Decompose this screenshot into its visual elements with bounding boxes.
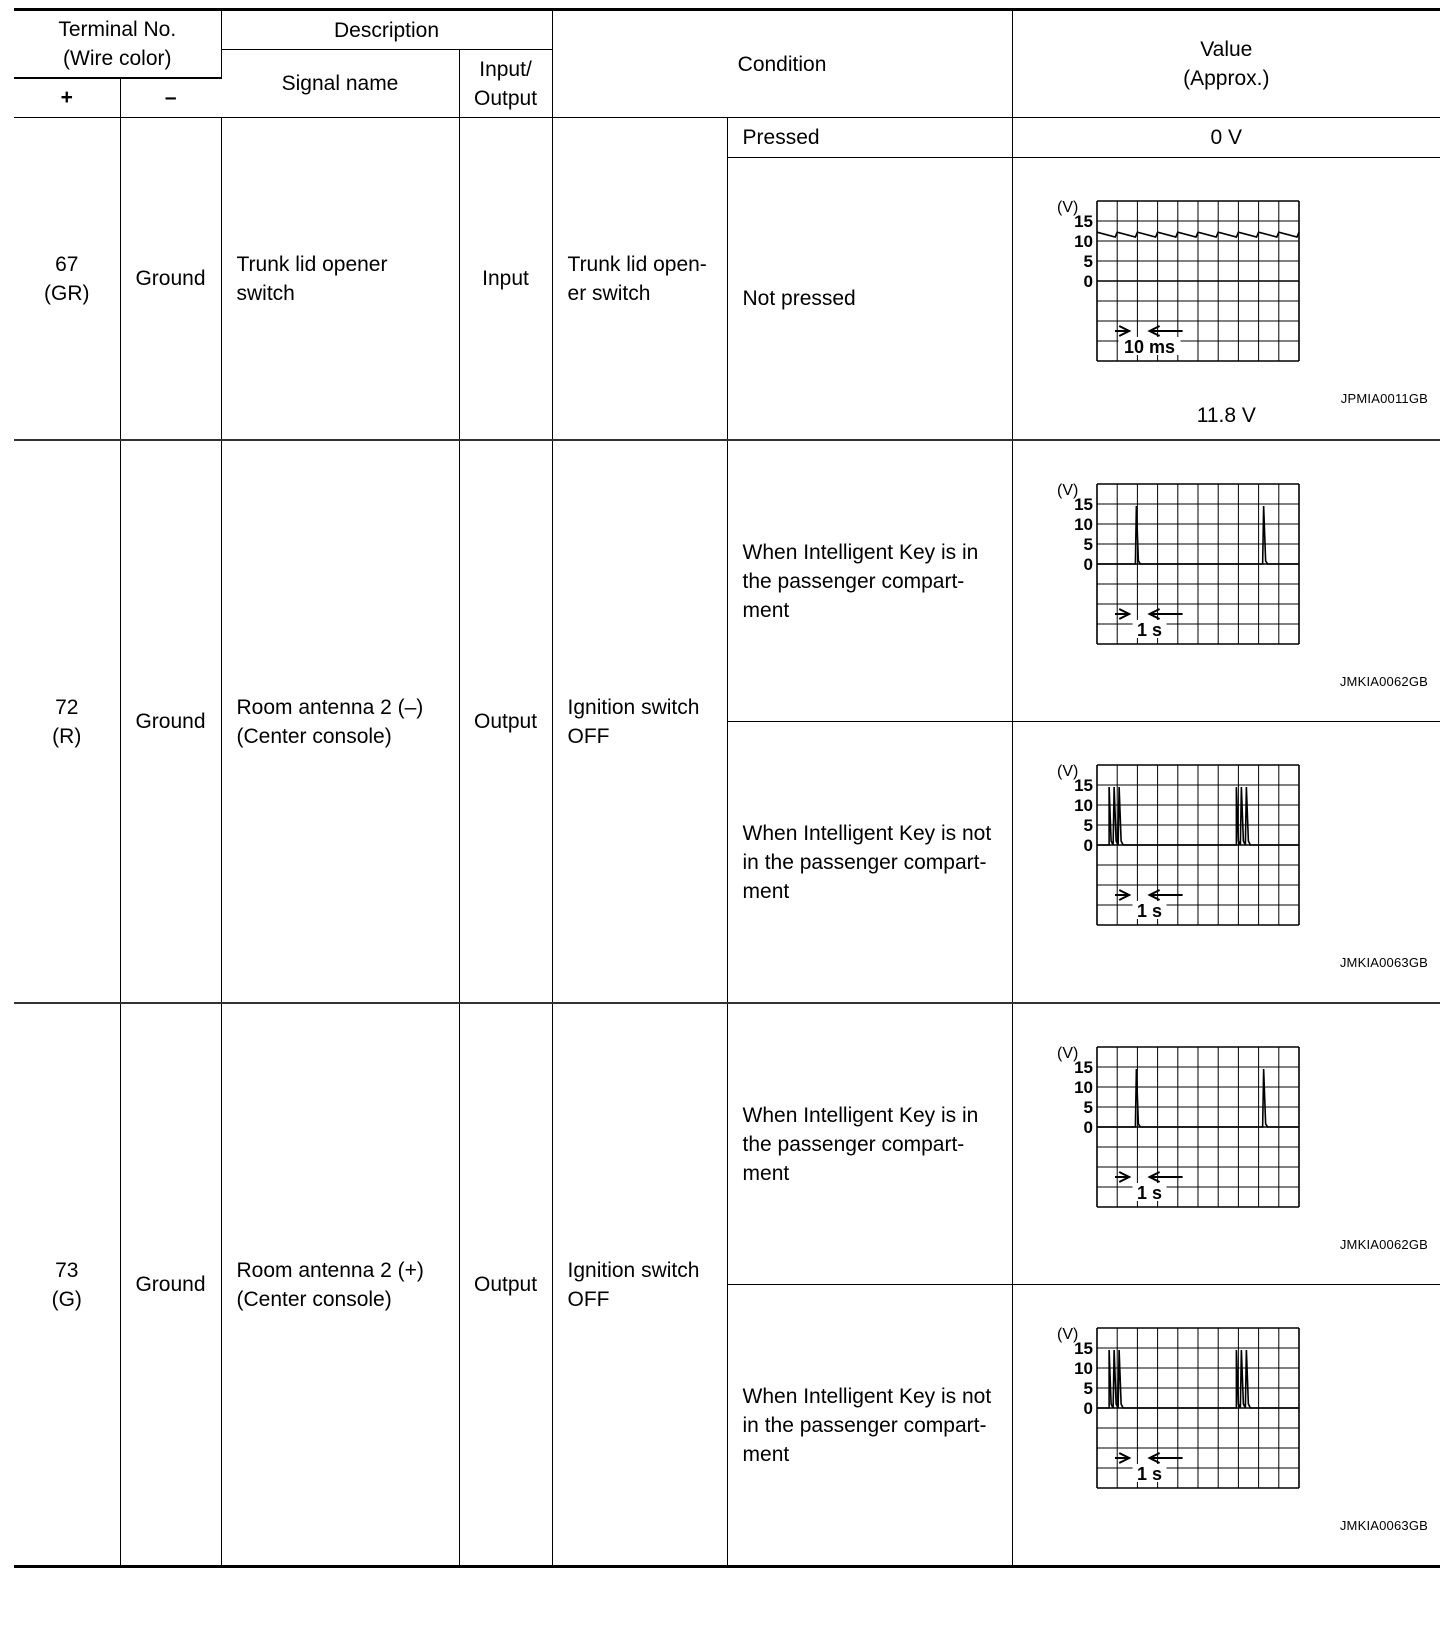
sub-cond-line1: When Intelligent Key is in [742, 1103, 979, 1127]
sub-condition-pressed: Pressed [727, 118, 1012, 158]
time-scale-label: 1 s [1136, 1183, 1162, 1203]
terminal-number: 73 [55, 1258, 79, 1282]
header-condition: Condition [552, 10, 1012, 118]
terminal-73 [14, 1003, 120, 1567]
sub-cond-line1: When Intelligent Key is not [742, 821, 992, 845]
sub-cond-line1: When Intelligent Key is in [742, 540, 979, 564]
y-tick-label: 10 [1073, 1078, 1093, 1097]
ground-cell: Ground [120, 440, 221, 1003]
waveform-1s-triple [1055, 1325, 1325, 1555]
figure-code: JMKIA0062GB [1339, 1237, 1429, 1252]
terminal-number: 72 [55, 695, 79, 719]
value-key-not-in [1012, 722, 1440, 1004]
figure-code: JPMIA0011GB [1340, 391, 1429, 406]
y-tick-label: 5 [1083, 1379, 1093, 1398]
header-io-line1: Input/ [479, 57, 532, 81]
figure-code: JMKIA0062GB [1339, 674, 1429, 689]
condition-cell [552, 118, 727, 441]
time-scale-label: 1 s [1136, 1464, 1162, 1484]
io-cell: Output [459, 1003, 552, 1567]
time-scale-label: 1 s [1136, 620, 1162, 640]
y-tick-label: 10 [1073, 1359, 1093, 1378]
time-scale-label: 1 s [1136, 901, 1162, 921]
waveform-1s-single [1055, 481, 1325, 711]
sub-condition-key-in [727, 1003, 1012, 1285]
condition-line2: OFF [567, 1287, 610, 1311]
header-value-label: Value [1200, 38, 1253, 61]
signal-line2: (Center console) [236, 1287, 392, 1311]
y-unit-label: (V) [1056, 763, 1078, 780]
sub-condition-key-not-in [727, 722, 1012, 1004]
header-wire-color: (Wire color) [63, 46, 172, 70]
y-tick-label: 15 [1073, 495, 1093, 514]
y-tick-label: 0 [1083, 272, 1093, 291]
sub-condition-not-pressed: Not pressed [727, 158, 1012, 441]
condition-line1: Ignition switch [567, 695, 700, 719]
waveform-1s-triple [1055, 762, 1325, 992]
sub-cond-line3: ment [742, 598, 790, 622]
terminal-number: 67 [55, 252, 79, 276]
condition-cell [552, 440, 727, 1003]
y-tick-label: 10 [1073, 515, 1093, 534]
header-terminal-no [14, 10, 221, 78]
terminal-67 [14, 118, 120, 441]
terminal-72 [14, 440, 120, 1003]
waveform-figure [1013, 441, 1441, 721]
y-tick-label: 5 [1083, 252, 1093, 271]
sub-condition-key-not-in [727, 1285, 1012, 1567]
header-description: Description [221, 10, 552, 50]
y-tick-label: 0 [1083, 555, 1093, 574]
y-unit-label: (V) [1056, 1326, 1078, 1343]
figure-code: JMKIA0063GB [1339, 955, 1429, 970]
signal-name-cell [221, 1003, 459, 1567]
header-input-output [459, 50, 552, 118]
value-key-in [1012, 1003, 1440, 1285]
value-voltage: 11.8 V [1196, 404, 1256, 427]
header-value [1012, 10, 1440, 118]
header-plus: + [14, 78, 120, 118]
condition-line2: OFF [567, 724, 610, 748]
waveform-10ms [1055, 198, 1325, 428]
sub-cond-line1: When Intelligent Key is not [742, 1384, 992, 1408]
figure-code: JMKIA0063GB [1339, 1518, 1429, 1533]
sub-cond-line2: the passenger compart- [742, 1132, 965, 1156]
wire-color: (G) [51, 1287, 82, 1311]
sub-cond-line2: the passenger compart- [742, 569, 965, 593]
waveform-figure [1013, 722, 1441, 1002]
y-tick-label: 15 [1073, 1339, 1093, 1358]
condition-line2: er switch [567, 281, 651, 305]
y-tick-label: 0 [1083, 836, 1093, 855]
sub-cond-line2: in the passenger compart- [742, 850, 987, 874]
wire-color: (GR) [44, 281, 90, 305]
y-tick-label: 15 [1073, 776, 1093, 795]
time-scale-label: 10 ms [1123, 337, 1175, 357]
header-io-line2: Output [473, 86, 538, 110]
y-unit-label: (V) [1056, 199, 1078, 216]
ground-cell: Ground [120, 118, 221, 441]
io-cell: Output [459, 440, 552, 1003]
ground-cell: Ground [120, 1003, 221, 1567]
waveform-1s-single [1055, 1044, 1325, 1274]
sub-cond-line2: in the passenger compart- [742, 1413, 987, 1437]
terminal-table [14, 8, 1440, 1568]
y-tick-label: 15 [1073, 212, 1093, 231]
terminal-table-page [14, 8, 1440, 1568]
header-signal-name: Signal name [221, 50, 459, 118]
wire-color: (R) [52, 724, 82, 748]
signal-line2: switch [236, 281, 295, 305]
signal-line1: Room antenna 2 (+) [236, 1258, 424, 1282]
y-tick-label: 0 [1083, 1399, 1093, 1418]
signal-line1: Room antenna 2 (–) [236, 695, 424, 719]
sub-condition-key-in [727, 440, 1012, 722]
y-tick-label: 5 [1083, 1098, 1093, 1117]
sub-cond-line3: ment [742, 879, 790, 903]
io-cell: Input [459, 118, 552, 441]
header-value-approx: (Approx.) [1183, 67, 1270, 90]
value-pressed: 0 V [1012, 118, 1440, 158]
signal-line1: Trunk lid opener [236, 252, 388, 276]
signal-line2: (Center console) [236, 724, 392, 748]
y-tick-label: 5 [1083, 535, 1093, 554]
waveform-figure [1013, 1004, 1441, 1284]
y-unit-label: (V) [1056, 482, 1078, 499]
sub-cond-line3: ment [742, 1161, 790, 1185]
waveform-figure [1013, 158, 1441, 439]
signal-name-cell [221, 118, 459, 441]
y-tick-label: 0 [1083, 1118, 1093, 1137]
waveform-figure [1013, 1285, 1441, 1565]
value-not-pressed [1012, 158, 1440, 441]
y-tick-label: 10 [1073, 796, 1093, 815]
y-tick-label: 5 [1083, 816, 1093, 835]
sub-cond-line3: ment [742, 1442, 790, 1466]
y-tick-label: 15 [1073, 1058, 1093, 1077]
value-key-not-in [1012, 1285, 1440, 1567]
header-terminal-label: Terminal No. [58, 17, 177, 41]
condition-cell [552, 1003, 727, 1567]
signal-name-cell [221, 440, 459, 1003]
value-key-in [1012, 440, 1440, 722]
y-tick-label: 10 [1073, 232, 1093, 251]
condition-line1: Trunk lid open- [567, 252, 707, 276]
y-unit-label: (V) [1056, 1045, 1078, 1062]
condition-line1: Ignition switch [567, 1258, 700, 1282]
header-minus: – [120, 78, 221, 118]
